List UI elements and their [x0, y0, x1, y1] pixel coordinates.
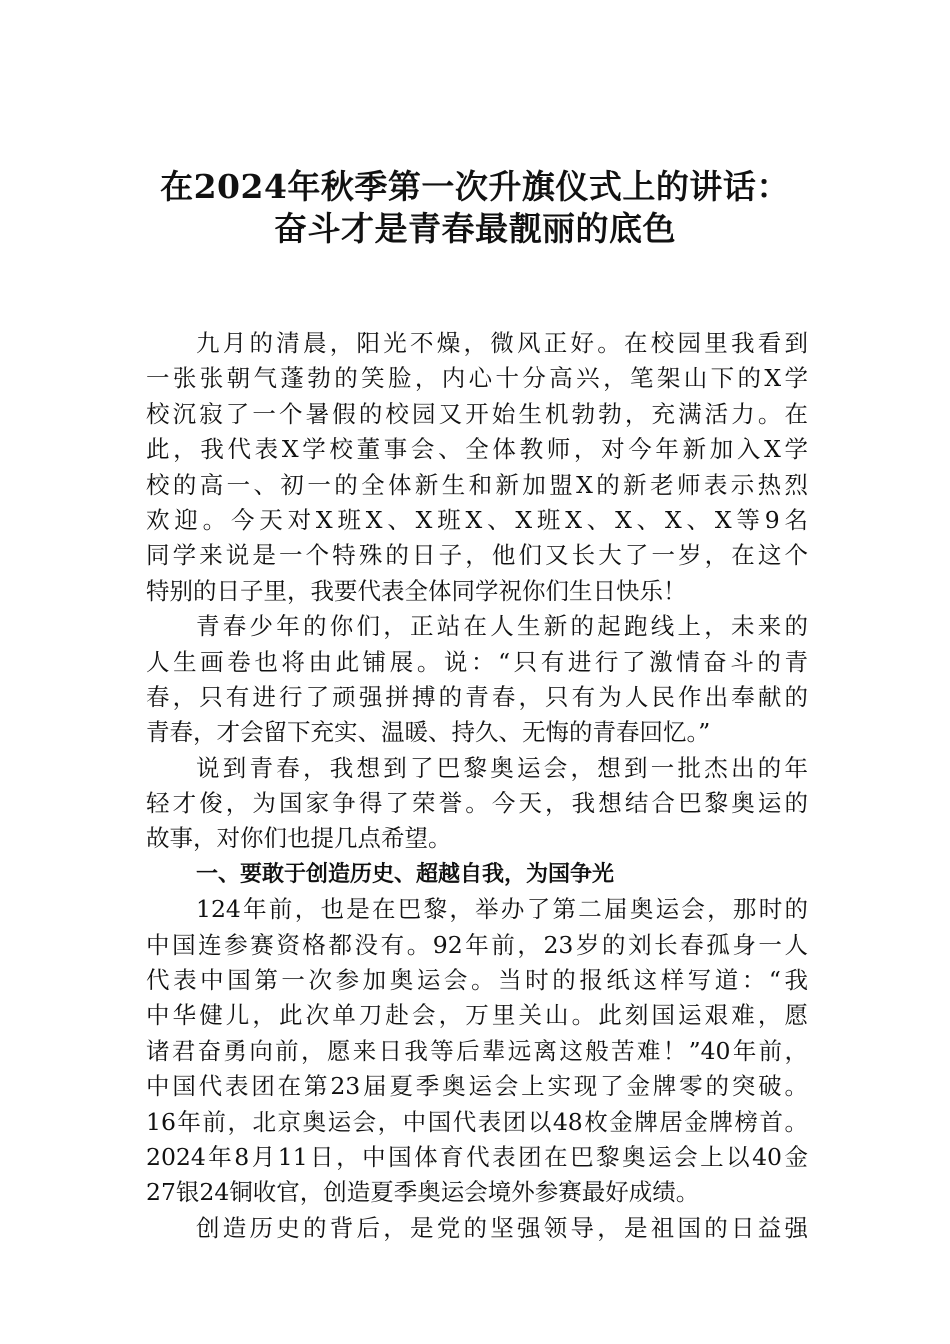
paragraph-line: 中国连参赛资格都没有。92年前，23岁的刘长春孤身一人 [146, 930, 808, 959]
paragraph-line: 此，我代表X学校董事会、全体教师，对今年新加入X学 [146, 435, 808, 464]
paragraph-line: 中国代表团在第23届夏季奥运会上实现了金牌零的突破。 [146, 1072, 808, 1101]
paragraph-line: 一张张朝气蓬勃的笑脸，内心十分高兴，笔架山下的X学 [146, 364, 808, 393]
paragraph-line: 春，只有进行了顽强拼搏的青春，只有为人民作出奉献的 [146, 682, 808, 711]
paragraph-line: 2024年8月11日，中国体育代表团在巴黎奥运会上以40金 [146, 1142, 808, 1171]
paragraph-line: 16年前，北京奥运会，中国代表团以48枚金牌居金牌榜首。 [146, 1107, 808, 1136]
paragraph-line: 特别的日子里，我要代表全体同学祝你们生日快乐！ [146, 576, 687, 605]
paragraph-line: 校沉寂了一个暑假的校园又开始生机勃勃，充满活力。在 [146, 399, 808, 428]
paragraph-line: 124年前，也是在巴黎，举办了第二届奥运会，那时的 [196, 895, 808, 924]
paragraph-line: 代表中国第一次参加奥运会。当时的报纸这样写道：“我 [146, 966, 808, 995]
document-title-line-2: 奋斗才是青春最靓丽的底色 [274, 209, 676, 248]
paragraph-line: 人生画卷也将由此铺展。说：“只有进行了激情奋斗的青 [146, 647, 808, 676]
paragraph-line: 欢迎。今天对X班X、X班X、X班X、X、X、X等9名 [146, 505, 808, 534]
paragraph-line: 故事，对你们也提几点希望。 [146, 824, 452, 853]
paragraph-line: 说到青春，我想到了巴黎奥运会，想到一批杰出的年 [196, 753, 808, 782]
paragraph-line: 同学来说是一个特殊的日子，他们又长大了一岁，在这个 [146, 541, 808, 570]
document-body [146, 326, 808, 1246]
paragraph-line: 中华健儿，此次单刀赴会，万里关山。此刻国运艰难，愿 [146, 1001, 808, 1030]
paragraph-line: 创造历史的背后，是党的坚强领导，是祖国的日益强 [196, 1213, 808, 1242]
paragraph-line: 诸君奋勇向前，愿来日我等后辈远离这般苦难！”40年前， [146, 1036, 808, 1065]
section-heading: 一、要敢于创造历史、超越自我，为国争光 [196, 861, 615, 887]
paragraph-line: 校的高一、初一的全体新生和新加盟X的新老师表示热烈 [146, 470, 808, 499]
paragraph-line: 27银24铜收官，创造夏季奥运会境外参赛最好成绩。 [146, 1178, 700, 1207]
paragraph-line: 轻才俊，为国家争得了荣誉。今天，我想结合巴黎奥运的 [146, 789, 808, 818]
paragraph-line: 青春，才会留下充实、温暖、持久、无悔的青春回忆。” [146, 718, 711, 747]
paragraph-line: 九月的清晨，阳光不燥，微风正好。在校园里我看到 [196, 329, 808, 357]
document-title-line-1: 在2024年秋季第一次升旗仪式上的讲话： [160, 167, 790, 206]
paragraph-line: 青春少年的你们，正站在人生新的起跑线上，未来的 [196, 612, 808, 641]
